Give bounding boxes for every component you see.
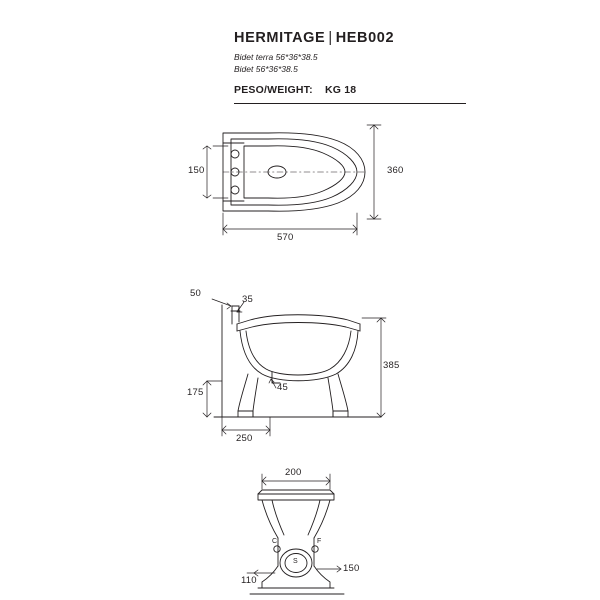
- front-view-dim-150: 150: [343, 563, 360, 574]
- weight-value: KG 18: [325, 84, 357, 96]
- top-view-dim-150: 150: [188, 165, 205, 176]
- side-view-dim-35: 35: [242, 294, 253, 305]
- side-view-dim-50: 50: [190, 288, 201, 299]
- side-view-dim-385: 385: [383, 360, 400, 371]
- top-view-dim-360: 360: [387, 165, 404, 176]
- side-view-dimensions: [203, 299, 386, 436]
- description-it: Bidet terra 56*36*38.5: [234, 52, 318, 62]
- top-view-outline: [223, 133, 365, 211]
- tap-hole-label-f: F: [317, 538, 322, 545]
- page-title: [234, 30, 394, 46]
- weight-label: PESO/WEIGHT:: [234, 84, 313, 96]
- model-name: HERMITAGE: [234, 30, 326, 46]
- model-code: HEB002: [335, 30, 395, 46]
- description-en: Bidet 56*36*38.5: [234, 64, 298, 74]
- front-view-dim-110: 110: [241, 575, 257, 586]
- side-view-dim-45: 45: [277, 382, 288, 393]
- header-divider: [234, 103, 466, 104]
- side-view-dim-175: 175: [187, 387, 204, 398]
- tap-hole-label-s: S: [293, 558, 298, 565]
- top-view-dimensions: [203, 125, 381, 235]
- side-view-outline: [214, 305, 381, 417]
- top-view-dim-570: 570: [277, 232, 294, 243]
- tap-hole-label-c: C: [272, 538, 278, 545]
- front-view-outline: [250, 490, 344, 594]
- front-view-dim-200: 200: [285, 467, 302, 478]
- title-separator: |: [328, 30, 333, 46]
- side-view-dim-250: 250: [236, 433, 253, 444]
